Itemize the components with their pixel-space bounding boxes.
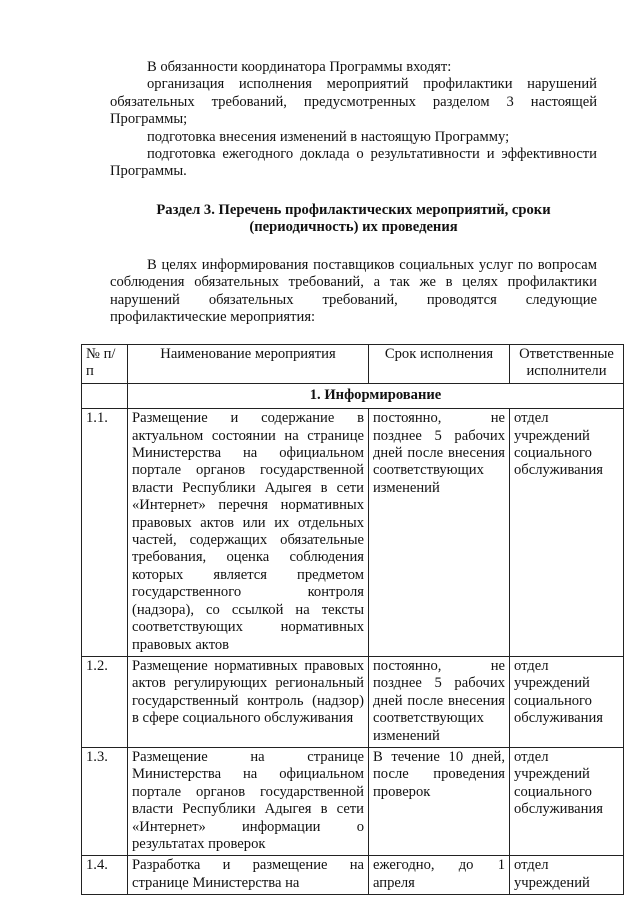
- row-name: Размещение и содержание в актуальном состоянии на странице Министерства на официальном портале органов государственной власти Республики Адыгея в сети «Интернет» перечня нормативных правовых актов или их отдельных частей, содержащих обязательные требования, оценка соблюдения которых является предметом государственного контроля (надзора), со ссылкой на тексты соответствующих нормативных правовых актов: [128, 409, 369, 657]
- duty-item: подготовка внесения изменений в настоящую Программу;: [147, 128, 510, 145]
- table-row: [82, 409, 624, 657]
- duty-item: организация исполнения мероприятий профилактики нарушений обязательных требований, предусмотренных разделом 3 настоящей Программы;: [110, 76, 597, 128]
- section-title: 1. Информирование: [128, 383, 624, 408]
- measures-paragraph: В целях информирования поставщиков социальных услуг по вопросам соблюдения обязательных требований, а так же в целях профилактики нарушений обязательных требований, проводятся следующие профилактические мероприятия:: [110, 257, 597, 326]
- row-resp: отдел учреждений социального обслуживания: [510, 409, 624, 657]
- table-row: [82, 747, 624, 855]
- table-row: [82, 656, 624, 747]
- col-header-resp: Ответственные исполнители: [510, 345, 624, 384]
- section-row: [82, 383, 624, 408]
- row-term: постоянно, не позднее 5 рабочих дней после внесения соответствующих изменений: [369, 409, 510, 657]
- coordinator-duties: [110, 59, 597, 181]
- row-num: 1.1.: [82, 409, 128, 657]
- row-term: постоянно, не позднее 5 рабочих дней после внесения соответствующих изменений: [369, 656, 510, 747]
- duties-intro: В обязанности координатора Программы входят:: [147, 59, 452, 75]
- row-name: Размещение на странице Министерства на официальном портале органов государственной власти Республики Адыгея в сети «Интернет» информации о результатах проверок: [128, 747, 369, 855]
- measures-table: [81, 344, 624, 895]
- section-row-blank: [82, 383, 128, 408]
- table-header-row: [82, 345, 624, 384]
- duty-item: подготовка ежегодного доклада о результативности и эффективности Программы.: [110, 146, 597, 180]
- row-name: Разработка и размещение на странице Министерства на: [128, 856, 369, 895]
- row-resp: отдел учреждений социального обслуживания: [510, 656, 624, 747]
- row-term: В течение 10 дней, после проведения проверок: [369, 747, 510, 855]
- row-num: 1.3.: [82, 747, 128, 855]
- heading-line: Раздел 3. Перечень профилактических мероприятий, сроки: [156, 202, 551, 218]
- row-term: ежегодно, до 1 апреля: [369, 856, 510, 895]
- table-row: [82, 856, 624, 895]
- col-header-name: Наименование мероприятия: [128, 345, 369, 384]
- row-num: 1.2.: [82, 656, 128, 747]
- row-name: Размещение нормативных правовых актов регулирующих региональный государственный контроль (надзор) в сфере социального обслуживания: [128, 656, 369, 747]
- col-header-num: № п/п: [82, 345, 128, 384]
- row-num: 1.4.: [82, 856, 128, 895]
- section-heading: [110, 202, 597, 237]
- col-header-term: Срок исполнения: [369, 345, 510, 384]
- heading-line: (периодичность) их проведения: [249, 219, 458, 236]
- row-resp: отдел учреждений: [510, 856, 624, 895]
- row-resp: отдел учреждений социального обслуживания: [510, 747, 624, 855]
